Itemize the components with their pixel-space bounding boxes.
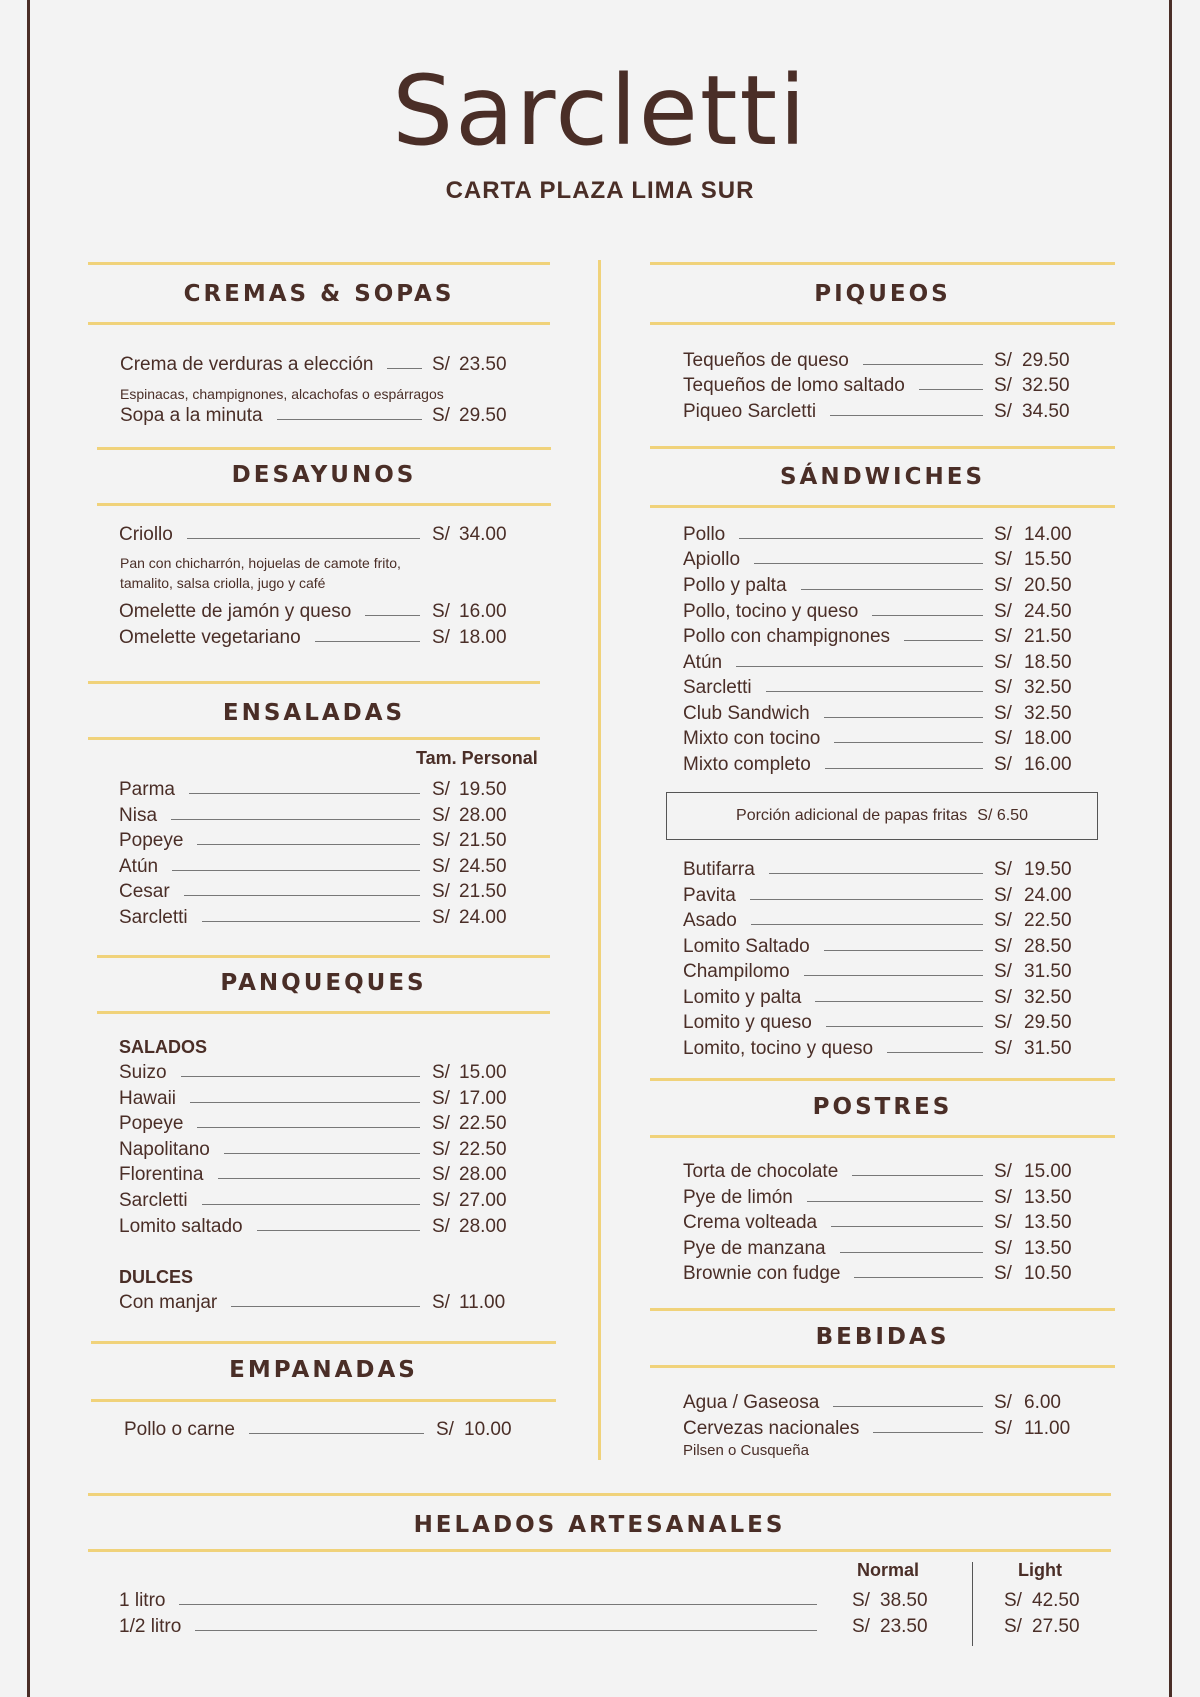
section-rule [650,262,1115,265]
item-name: Criollo [119,524,173,545]
menu-item [0,1038,1200,1064]
item-price: 32.50 [1024,677,1072,698]
section-rule [650,1308,1115,1311]
item-price: 38.50 [880,1590,928,1611]
item-price: 6.00 [1024,1392,1061,1413]
section-rule [91,1341,556,1344]
item-price-light: 42.50 [1032,1590,1080,1611]
menu-item [0,1212,1200,1238]
item-name: Pollo o carne [124,1419,235,1440]
item-price: 23.50 [880,1616,928,1637]
item-price: 28.00 [459,1164,507,1185]
section-title-ensaladas: ENSALADAS [222,700,406,726]
item-name: Lomito y queso [683,1012,812,1033]
currency-symbol: S/ [994,936,1012,957]
item-price: 22.50 [459,1113,507,1134]
currency-symbol: S/ [994,1238,1012,1259]
size-label-personal: Tam. Personal [416,748,538,768]
currency-symbol: S/ [994,1012,1012,1033]
leader-line [769,873,983,874]
menu-item [0,1418,1200,1444]
item-name: Brownie con fudge [683,1263,841,1284]
section-title-panqueques: PANQUEQUES [220,970,427,996]
menu-item [0,1263,1200,1289]
item-price: 10.50 [1024,1263,1072,1284]
currency-symbol: S/ [994,703,1012,724]
section-rule [650,322,1115,325]
menu-item [0,524,1200,550]
currency-symbol: S/ [994,859,1012,880]
item-price: 15.00 [1024,1161,1072,1182]
item-price: 11.00 [459,1292,506,1313]
item-name: Parma [119,779,175,800]
item-price: 27.00 [459,1190,507,1211]
currency-symbol: S/ [432,354,450,375]
currency-symbol: S/ [994,1187,1012,1208]
leader-line [834,742,983,743]
menu-item [0,910,1200,936]
leader-line [231,1306,420,1307]
menu-item [0,1161,1200,1187]
item-price: 16.00 [1024,754,1072,775]
item-name: Asado [683,910,737,931]
leader-line [750,899,983,900]
item-name: Pollo con champignones [683,626,891,647]
currency-symbol: S/ [994,1038,1012,1059]
helados-light-header: Light [1018,1560,1062,1580]
item-price: 18.50 [1024,652,1072,673]
helados-light-price [0,1590,1200,1616]
item-name: Crema volteada [683,1212,818,1233]
currency-symbol: S/ [994,575,1012,596]
currency-symbol: S/ [994,1392,1012,1413]
item-price: 21.50 [459,830,507,851]
menu-item [0,961,1200,987]
currency-symbol: S/ [994,1161,1012,1182]
currency-symbol: S/ [432,779,450,800]
currency-symbol: S/ [994,910,1012,931]
item-name: Lomito Saltado [683,936,810,957]
currency-symbol: S/ [994,401,1012,422]
item-name: Pavita [683,885,736,906]
item-name: Butifarra [683,859,755,880]
leader-line [873,1432,983,1433]
section-rule [650,505,1115,508]
item-name: Crema de verduras a elección [120,354,374,375]
item-price: 22.50 [1024,910,1072,931]
item-price: 31.50 [1024,1038,1072,1059]
section-rule [88,1549,1111,1552]
item-name: Agua / Gaseosa [683,1392,820,1413]
leader-line [181,1076,420,1077]
currency-symbol: S/ [994,375,1012,396]
currency-symbol: S/ [994,987,1012,1008]
leader-line [833,1406,983,1407]
item-name: Florentina [119,1164,204,1185]
currency-symbol: S/ [994,1212,1012,1233]
item-price: 16.00 [459,601,507,622]
currency-symbol: S/ [436,1419,454,1440]
menu-item [0,1187,1200,1213]
item-name: Hawaii [119,1088,177,1109]
menu-item [0,754,1200,780]
item-name: Lomito y palta [683,987,802,1008]
currency-symbol: S/ [994,601,1012,622]
currency-symbol: S/ [994,549,1012,570]
item-name: Champilomo [683,961,790,982]
section-title-postres: POSTRES [812,1094,953,1120]
menu-item [0,1012,1200,1038]
leader-line [826,1026,983,1027]
item-price: 34.00 [459,524,507,545]
item-name: Suizo [119,1062,167,1083]
item-name: Napolitano [119,1139,210,1160]
item-price: 32.50 [1024,703,1072,724]
item-price: 17.00 [459,1088,507,1109]
menu-item [0,987,1200,1013]
currency-symbol: S/ [852,1616,870,1637]
item-name: Cervezas nacionales [683,1418,860,1439]
item-price: 21.50 [459,881,507,902]
item-price: 19.50 [459,779,507,800]
item-price: 24.50 [459,856,507,877]
currency-symbol: S/ [994,1263,1012,1284]
item-price: 28.00 [459,805,507,826]
menu-item [0,575,1200,601]
currency-symbol: S/ [994,350,1012,371]
currency-symbol: S/ [432,1216,450,1237]
leader-line [824,717,983,718]
menu-item [0,728,1200,754]
currency-symbol: S/ [432,1292,450,1313]
item-price: 22.50 [459,1139,507,1160]
menu-item [0,626,1200,652]
item-price: 24.00 [459,907,507,928]
section-rule [97,503,551,506]
leader-line [852,1175,983,1176]
leader-line [919,389,983,390]
section-title-bebidas: BEBIDAS [815,1324,950,1350]
item-name: Con manjar [119,1292,218,1313]
currency-symbol: S/ [994,1418,1012,1439]
item-price: 15.00 [459,1062,507,1083]
leader-line [739,538,983,539]
menu-item [0,350,1200,376]
leader-line [736,666,983,667]
item-name: Pollo y palta [683,575,787,596]
currency-symbol: S/ [432,881,450,902]
leader-line [189,793,420,794]
item-price: 31.50 [1024,961,1072,982]
item-price: 29.50 [1024,1012,1072,1033]
leader-line [830,415,983,416]
menu-item [0,703,1200,729]
menu-item [0,549,1200,575]
item-name: Mixto con tocino [683,728,821,749]
leader-line [904,640,983,641]
leader-line [754,563,983,564]
menu-item [0,601,1200,627]
item-name: Apiollo [683,549,741,570]
leader-line [831,1226,983,1227]
item-name: Nisa [119,805,158,826]
leader-line [863,364,983,365]
leader-line [801,589,983,590]
currency-symbol: S/ [994,524,1012,545]
leader-line [887,1052,983,1053]
section-rule [97,447,551,450]
section-title-helados: HELADOS ARTESANALES [413,1512,786,1538]
menu-item [0,936,1200,962]
currency-symbol: S/ [432,1139,450,1160]
leader-line [766,691,983,692]
currency-symbol: S/ [994,754,1012,775]
item-name: Sarcletti [119,907,188,928]
item-price: 15.50 [1024,549,1072,570]
item-name: Club Sandwich [683,703,810,724]
leader-line [840,1252,983,1253]
section-title-desayunos: DESAYUNOS [231,462,417,488]
currency-symbol: S/ [432,1088,450,1109]
item-price: 13.50 [1024,1238,1072,1259]
item-name: Pollo, tocino y queso [683,601,859,622]
currency-symbol: S/ [432,1062,450,1083]
section-rule [650,1135,1115,1138]
currency-symbol: S/ [432,856,450,877]
leader-line [825,768,983,769]
menu-item [0,859,1200,885]
item-name: Omelette de jamón y queso [119,601,352,622]
section-title-piqueos: PIQUEOS [814,281,951,307]
section-title-sandwiches: SÁNDWICHES [779,464,986,490]
item-price: 24.50 [1024,601,1072,622]
helados-normal-header: Normal [857,1560,920,1580]
leader-line [190,1102,420,1103]
leader-line [804,975,983,976]
leader-line [224,1153,420,1154]
item-name: Lomito, tocino y queso [683,1038,874,1059]
item-name: Tequeños de queso [683,350,849,371]
currency-symbol: S/ [994,652,1012,673]
leader-line [197,1127,420,1128]
item-price: 14.00 [1024,524,1072,545]
currency-symbol: S/ [994,728,1012,749]
currency-symbol: S/ [432,1190,450,1211]
item-name: Popeye [119,1113,184,1134]
item-name: Cesar [119,881,170,902]
currency-symbol: S/ [432,1164,450,1185]
currency-symbol: S/ [994,677,1012,698]
leader-line [872,615,983,616]
leader-line [197,844,420,845]
menu-item [0,375,1200,401]
currency-symbol: S/ [432,830,450,851]
currency-symbol: S/ [994,626,1012,647]
item-price: 32.50 [1024,987,1072,1008]
leader-line [815,1001,983,1002]
menu-item [0,1238,1200,1264]
item-price: 19.50 [1024,859,1072,880]
section-title-cremas: CREMAS & SOPAS [183,281,455,307]
item-price: 32.50 [1022,375,1070,396]
subhead-salados: SALADOS [119,1037,208,1057]
item-price: 29.50 [459,405,507,426]
section-rule [650,1078,1115,1081]
currency-symbol: S/ [852,1590,870,1611]
currency-symbol: S/ [994,961,1012,982]
item-name: Sarcletti [119,1190,188,1211]
currency-symbol: S/ [432,1113,450,1134]
menu-item [0,401,1200,427]
item-price: 24.00 [1024,885,1072,906]
menu-item [0,1392,1200,1418]
menu-item [0,885,1200,911]
item-name: Sopa a la minuta [120,405,263,426]
helados-light-price [0,1616,1200,1642]
item-price: 10.00 [464,1419,512,1440]
desayunos-note-line1: Pan con chicharrón, hojuelas de camote frito, [120,555,401,571]
leader-line [751,924,983,925]
item-name: Pollo [683,524,726,545]
leader-line [807,1201,983,1202]
menu-item [0,1062,1200,1088]
menu-item [0,677,1200,703]
item-name: Sarcletti [683,677,752,698]
item-name: 1/2 litro [119,1616,182,1637]
item-name: Atún [119,856,159,877]
currency-symbol: S/ [994,885,1012,906]
item-name: Pye de manzana [683,1238,826,1259]
item-name: Omelette vegetariano [119,627,301,648]
section-rule [88,262,550,265]
item-price: 11.00 [1024,1418,1071,1439]
item-name: 1 litro [119,1590,166,1611]
section-rule [650,1365,1115,1368]
item-price: 20.50 [1024,575,1072,596]
bebidas-note: Pilsen o Cusqueña [683,1442,809,1459]
currency-symbol: S/ [432,601,450,622]
item-name: Torta de chocolate [683,1161,839,1182]
item-price: 18.00 [459,627,507,648]
leader-line [824,950,983,951]
currency-symbol: S/ [1004,1616,1022,1637]
currency-symbol: S/ [432,907,450,928]
section-rule [88,1493,1111,1496]
item-name: Tequeños de lomo saltado [683,375,905,396]
restaurant-title: Sarcletti [392,55,808,167]
item-price: 34.50 [1022,401,1070,422]
item-name: Piqueo Sarcletti [683,401,817,422]
item-name: Popeye [119,830,184,851]
item-name: Mixto completo [683,754,811,775]
item-price: 18.00 [1024,728,1072,749]
item-price: 23.50 [459,354,507,375]
currency-symbol: S/ [432,627,450,648]
leader-line [854,1277,983,1278]
item-price: 13.50 [1024,1187,1072,1208]
section-rule [88,322,550,325]
currency-symbol: S/ [432,524,450,545]
item-price-light: 27.50 [1032,1616,1080,1637]
cremas-note: Espinacas, champignones, alcachofas o espárragos [120,386,444,402]
item-name: Pye de limón [683,1187,793,1208]
menu-subtitle: CARTA PLAZA LIMA SUR [445,177,755,204]
item-price: 28.50 [1024,936,1072,957]
menu-item [0,1292,1200,1318]
item-price: 13.50 [1024,1212,1072,1233]
extra-fries-note [666,792,1098,840]
leader-line [171,819,420,820]
extra-fries-price: S/ 6.50 [977,807,1028,824]
item-price: 28.00 [459,1216,507,1237]
extra-fries-label: Porción adicional de papas fritas [736,807,968,824]
item-price: 29.50 [1022,350,1070,371]
item-price: 21.50 [1024,626,1072,647]
item-name: Atún [683,652,723,673]
menu-item [0,652,1200,678]
currency-symbol: S/ [1004,1590,1022,1611]
currency-symbol: S/ [432,805,450,826]
desayunos-note-line2: tamalito, salsa criolla, jugo y café [120,575,326,591]
section-rule [650,446,1115,449]
subhead-dulces: DULCES [119,1267,194,1287]
section-title-empanadas: EMPANADAS [229,1357,418,1383]
currency-symbol: S/ [432,405,450,426]
item-name: Lomito saltado [119,1216,243,1237]
